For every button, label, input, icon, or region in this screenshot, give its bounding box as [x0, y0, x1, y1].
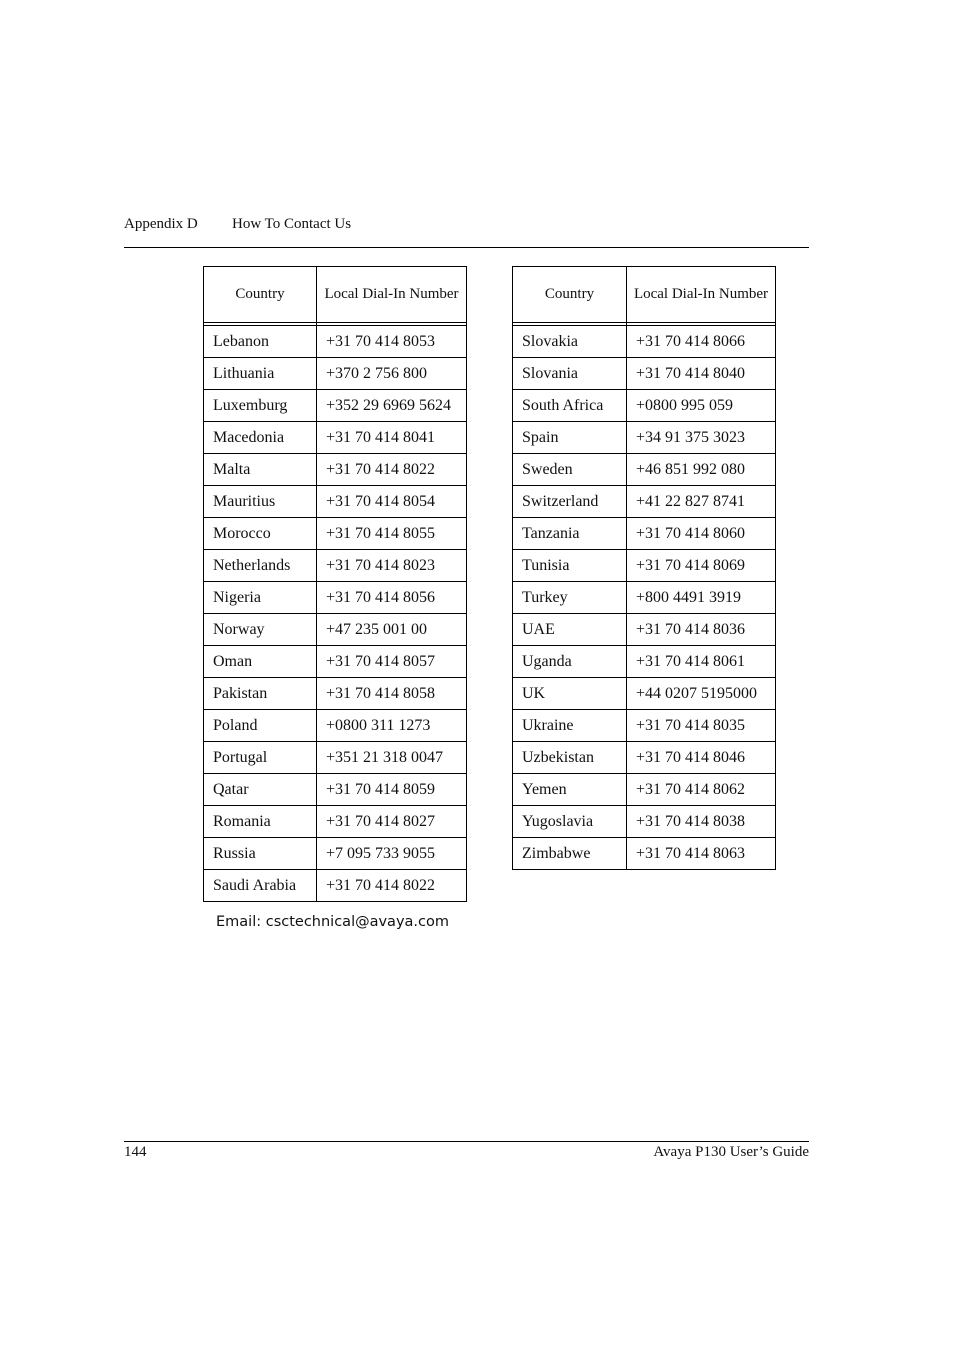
country-cell: Slovakia [513, 326, 627, 358]
country-cell: Russia [204, 838, 317, 870]
table-row [204, 422, 467, 454]
column-header-number: Local Dial-In Number [317, 267, 467, 323]
dial-in-number-cell: +31 70 414 8061 [627, 646, 776, 678]
country-cell: Morocco [204, 518, 317, 550]
dial-in-number-cell: +44 0207 5195000 [627, 678, 776, 710]
country-cell: Luxemburg [204, 390, 317, 422]
header-rule [124, 247, 809, 248]
dial-in-number-cell: +31 70 414 8059 [317, 774, 467, 806]
dial-in-number-cell: +31 70 414 8069 [627, 550, 776, 582]
dial-in-number-cell: +31 70 414 8053 [317, 326, 467, 358]
country-cell: Pakistan [204, 678, 317, 710]
table-row [204, 326, 467, 358]
dial-in-number-cell: +7 095 733 9055 [317, 838, 467, 870]
country-cell: UAE [513, 614, 627, 646]
table-row [513, 710, 776, 742]
country-cell: Portugal [204, 742, 317, 774]
country-cell: Poland [204, 710, 317, 742]
table-row [204, 518, 467, 550]
table-row [513, 614, 776, 646]
country-cell: Qatar [204, 774, 317, 806]
dial-in-number-cell: +31 70 414 8040 [627, 358, 776, 390]
country-cell: Romania [204, 806, 317, 838]
table-row [513, 550, 776, 582]
dial-in-number-cell: +0800 311 1273 [317, 710, 467, 742]
dial-in-number-cell: +31 70 414 8022 [317, 454, 467, 486]
table-row [204, 550, 467, 582]
support-email: Email: csctechnical@avaya.com [216, 914, 449, 930]
dial-in-number-cell: +0800 995 059 [627, 390, 776, 422]
country-cell: Tanzania [513, 518, 627, 550]
country-cell: Lithuania [204, 358, 317, 390]
country-cell: Switzerland [513, 486, 627, 518]
dial-in-number-cell: +31 70 414 8055 [317, 518, 467, 550]
contact-table-left [203, 266, 467, 902]
dial-in-number-cell: +31 70 414 8036 [627, 614, 776, 646]
country-cell: Slovania [513, 358, 627, 390]
table-row [204, 870, 467, 902]
country-cell: Zimbabwe [513, 838, 627, 870]
contact-table-right [512, 266, 776, 870]
table-row [204, 358, 467, 390]
table-row [204, 678, 467, 710]
dial-in-number-cell: +351 21 318 0047 [317, 742, 467, 774]
country-cell: Yugoslavia [513, 806, 627, 838]
country-cell: Macedonia [204, 422, 317, 454]
table-row [204, 486, 467, 518]
table-row [513, 486, 776, 518]
table-row [513, 678, 776, 710]
table-row [204, 390, 467, 422]
dial-in-number-cell: +31 70 414 8060 [627, 518, 776, 550]
page-number: 144 [124, 1144, 147, 1160]
country-cell: UK [513, 678, 627, 710]
dial-in-number-cell: +31 70 414 8056 [317, 582, 467, 614]
table-row [513, 838, 776, 870]
table-row [513, 326, 776, 358]
table-row [513, 806, 776, 838]
country-cell: Uganda [513, 646, 627, 678]
dial-in-number-cell: +31 70 414 8054 [317, 486, 467, 518]
table-row [204, 582, 467, 614]
appendix-label: Appendix D [124, 216, 198, 232]
dial-in-number-cell: +31 70 414 8038 [627, 806, 776, 838]
dial-in-number-cell: +47 235 001 00 [317, 614, 467, 646]
table-row [513, 518, 776, 550]
section-title: How To Contact Us [232, 216, 352, 232]
country-cell: Ukraine [513, 710, 627, 742]
dial-in-number-cell: +31 70 414 8035 [627, 710, 776, 742]
country-cell: Turkey [513, 582, 627, 614]
table-row [513, 742, 776, 774]
column-header-country: Country [204, 267, 317, 323]
dial-in-number-cell: +370 2 756 800 [317, 358, 467, 390]
dial-in-number-cell: +41 22 827 8741 [627, 486, 776, 518]
table-row [513, 390, 776, 422]
country-cell: Nigeria [204, 582, 317, 614]
table-row [204, 774, 467, 806]
table-row [513, 774, 776, 806]
country-cell: Tunisia [513, 550, 627, 582]
country-cell: Uzbekistan [513, 742, 627, 774]
table-row [513, 454, 776, 486]
table-row [204, 710, 467, 742]
dial-in-number-cell: +46 851 992 080 [627, 454, 776, 486]
dial-in-number-cell: +31 70 414 8058 [317, 678, 467, 710]
table-row [513, 422, 776, 454]
column-header-number: Local Dial-In Number [627, 267, 776, 323]
dial-in-number-cell: +34 91 375 3023 [627, 422, 776, 454]
country-cell: Malta [204, 454, 317, 486]
table-row [204, 646, 467, 678]
dial-in-number-cell: +31 70 414 8027 [317, 806, 467, 838]
country-cell: Saudi Arabia [204, 870, 317, 902]
country-cell: Spain [513, 422, 627, 454]
guide-title: Avaya P130 User’s Guide [653, 1144, 809, 1160]
footer-rule [124, 1141, 809, 1142]
table-row [204, 806, 467, 838]
dial-in-number-cell: +31 70 414 8057 [317, 646, 467, 678]
dial-in-number-cell: +352 29 6969 5624 [317, 390, 467, 422]
dial-in-number-cell: +31 70 414 8066 [627, 326, 776, 358]
dial-in-number-cell: +31 70 414 8046 [627, 742, 776, 774]
dial-in-number-cell: +31 70 414 8063 [627, 838, 776, 870]
country-cell: Mauritius [204, 486, 317, 518]
table-row [204, 838, 467, 870]
dial-in-number-cell: +31 70 414 8023 [317, 550, 467, 582]
table-row [204, 614, 467, 646]
country-cell: Lebanon [204, 326, 317, 358]
table-row [204, 742, 467, 774]
table-row [204, 454, 467, 486]
dial-in-number-cell: +31 70 414 8022 [317, 870, 467, 902]
column-header-country: Country [513, 267, 627, 323]
table-row [513, 358, 776, 390]
dial-in-number-cell: +800 4491 3919 [627, 582, 776, 614]
table-row [513, 646, 776, 678]
country-cell: Yemen [513, 774, 627, 806]
table-row [513, 582, 776, 614]
country-cell: South Africa [513, 390, 627, 422]
country-cell: Netherlands [204, 550, 317, 582]
country-cell: Norway [204, 614, 317, 646]
country-cell: Oman [204, 646, 317, 678]
dial-in-number-cell: +31 70 414 8041 [317, 422, 467, 454]
dial-in-number-cell: +31 70 414 8062 [627, 774, 776, 806]
country-cell: Sweden [513, 454, 627, 486]
